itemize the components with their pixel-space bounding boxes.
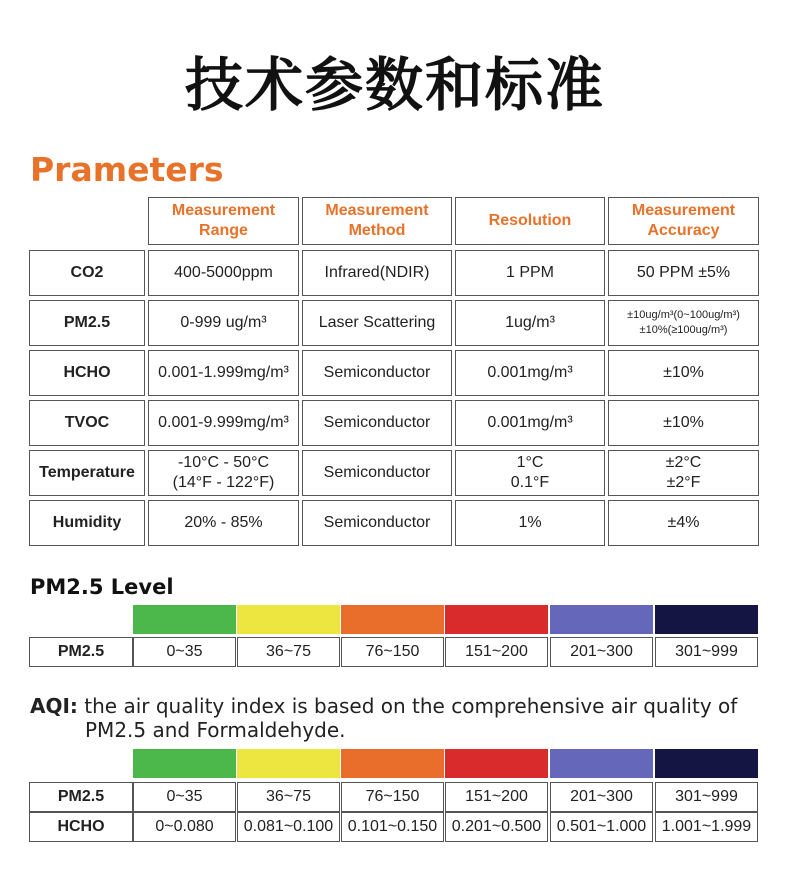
range-cell: 20% - 85% (148, 500, 299, 546)
scale-value-cell: 151~200 (445, 782, 548, 812)
level-color-swatch (655, 749, 758, 778)
header-cell: Measurement Accuracy (608, 197, 759, 245)
level-color-swatch (133, 605, 236, 634)
aqi-description (30, 694, 770, 742)
aqi-label: AQI: (30, 694, 78, 718)
range-cell: 400-5000ppm (148, 250, 299, 296)
level-color-swatch (237, 749, 340, 778)
level-color-swatch (133, 749, 236, 778)
scale-value-cell: 151~200 (445, 637, 548, 667)
scale-value-cell: 0.081~0.100 (237, 812, 340, 842)
range-cell: 0.001-1.999mg/m³ (148, 350, 299, 396)
scale-value-cell: 0.501~1.000 (550, 812, 653, 842)
accuracy-cell: ±10ug/m³(0~100ug/m³) ±10%(≥100ug/m³) (608, 300, 759, 346)
scale-row-label: PM2.5 (29, 637, 133, 667)
row-label: TVOC (29, 400, 145, 446)
header-cell: Measurement Range (148, 197, 299, 245)
accuracy-cell: 50 PPM ±5% (608, 250, 759, 296)
row-label: PM2.5 (29, 300, 145, 346)
resolution-cell: 1% (455, 500, 605, 546)
method-cell: Laser Scattering (302, 300, 452, 346)
resolution-cell: 1 PPM (455, 250, 605, 296)
header-cell: Measurement Method (302, 197, 452, 245)
method-cell: Semiconductor (302, 450, 452, 496)
resolution-cell: 1°C 0.1°F (455, 450, 605, 496)
range-cell: 0.001-9.999mg/m³ (148, 400, 299, 446)
range-cell: 0-999 ug/m³ (148, 300, 299, 346)
level-color-swatch (445, 605, 548, 634)
scale-value-cell: 301~999 (655, 637, 758, 667)
scale-value-cell: 0~0.080 (133, 812, 236, 842)
range-cell: -10°C - 50°C (14°F - 122°F) (148, 450, 299, 496)
row-label: Temperature (29, 450, 145, 496)
scale-value-cell: 36~75 (237, 782, 340, 812)
scale-value-cell: 201~300 (550, 637, 653, 667)
scale-value-cell: 76~150 (341, 782, 444, 812)
accuracy-cell: ±2°C ±2°F (608, 450, 759, 496)
pm25-level-title: PM2.5 Level (30, 575, 174, 599)
page-title: 技术参数和标准 (184, 51, 605, 119)
aqi-text-line1: the air quality index is based on the comprehensive air quality of (84, 694, 738, 718)
scale-value-cell: 1.001~1.999 (655, 812, 758, 842)
method-cell: Semiconductor (302, 500, 452, 546)
level-color-swatch (550, 605, 653, 634)
row-label: Humidity (29, 500, 145, 546)
level-color-swatch (655, 605, 758, 634)
scale-value-cell: 76~150 (341, 637, 444, 667)
level-color-swatch (550, 749, 653, 778)
scale-value-cell: 0.101~0.150 (341, 812, 444, 842)
method-cell: Semiconductor (302, 350, 452, 396)
row-label: CO2 (29, 250, 145, 296)
level-color-swatch (341, 749, 444, 778)
header-cell: Resolution (455, 197, 605, 245)
accuracy-cell: ±10% (608, 400, 759, 446)
scale-value-cell: 0~35 (133, 782, 236, 812)
resolution-cell: 0.001mg/m³ (455, 350, 605, 396)
row-label: HCHO (29, 350, 145, 396)
scale-value-cell: 301~999 (655, 782, 758, 812)
accuracy-cell: ±10% (608, 350, 759, 396)
scale-value-cell: 0.201~0.500 (445, 812, 548, 842)
section-title: Prameters (30, 150, 224, 189)
method-cell: Infrared(NDIR) (302, 250, 452, 296)
resolution-cell: 0.001mg/m³ (455, 400, 605, 446)
aqi-text-line2: PM2.5 and Formaldehyde. (85, 718, 346, 742)
accuracy-cell: ±4% (608, 500, 759, 546)
scale-value-cell: 201~300 (550, 782, 653, 812)
level-color-swatch (341, 605, 444, 634)
level-color-swatch (237, 605, 340, 634)
scale-row-label: HCHO (29, 812, 133, 842)
method-cell: Semiconductor (302, 400, 452, 446)
scale-value-cell: 0~35 (133, 637, 236, 667)
resolution-cell: 1ug/m³ (455, 300, 605, 346)
level-color-swatch (445, 749, 548, 778)
scale-value-cell: 36~75 (237, 637, 340, 667)
scale-row-label: PM2.5 (29, 782, 133, 812)
